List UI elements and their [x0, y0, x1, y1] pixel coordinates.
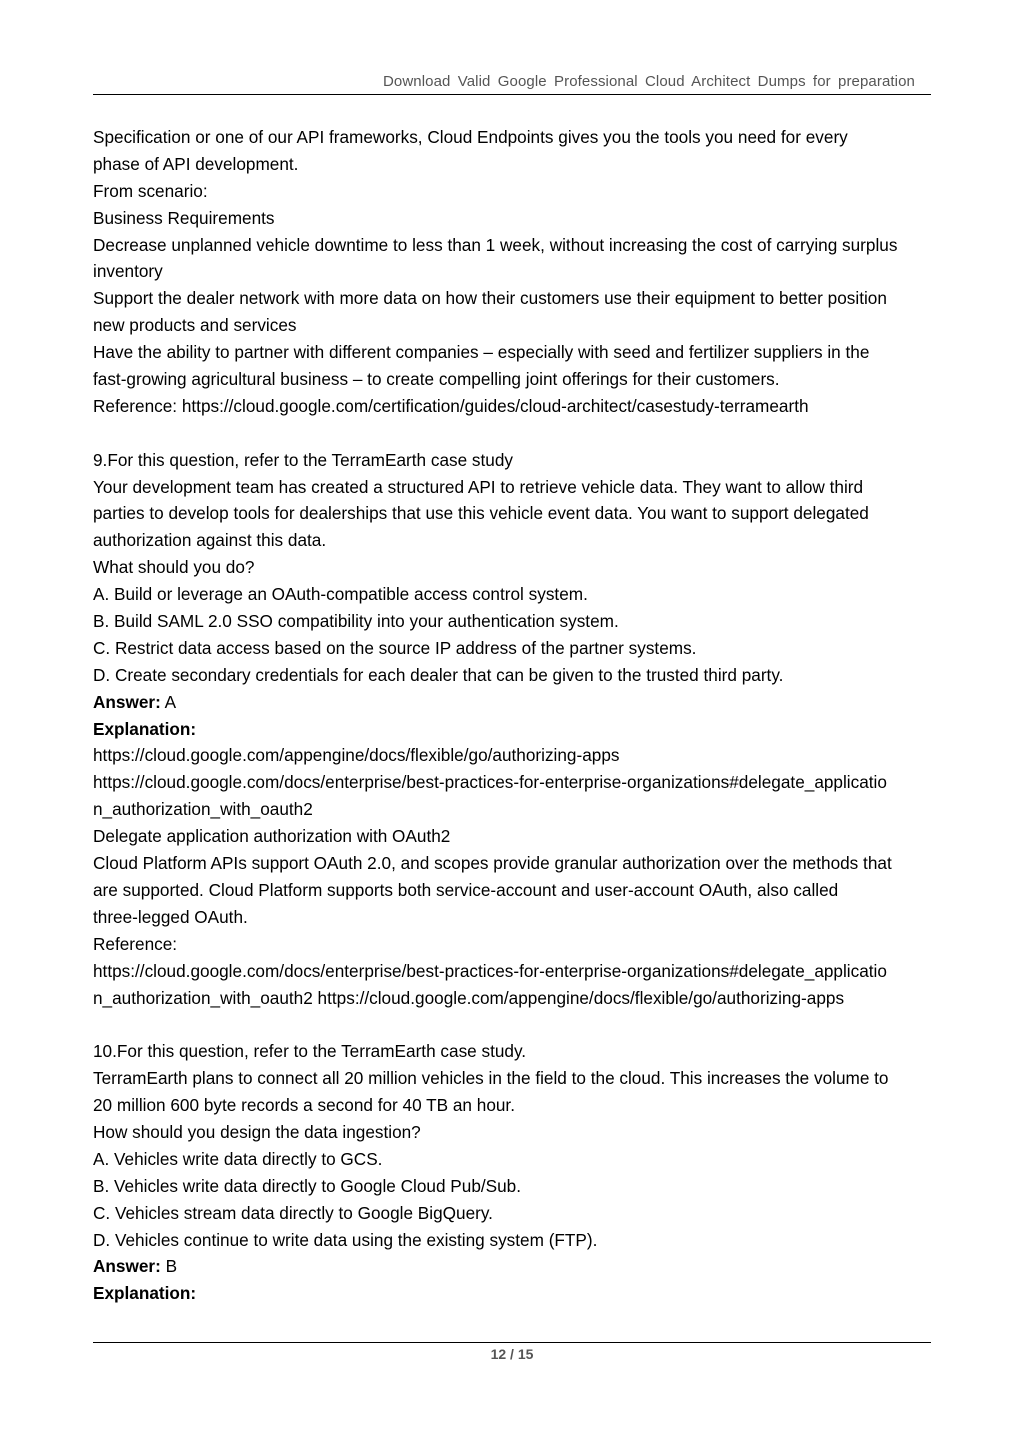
text-line: parties to develop tools for dealerships that use this vehicle event data. You want to support delegated	[93, 503, 869, 524]
page-number: 12 / 15	[490, 1346, 534, 1362]
question-10-explanation-label: Explanation:	[93, 1283, 197, 1304]
text-line: 20 million 600 byte records a second for 40 TB an hour.	[93, 1095, 515, 1116]
footer-divider	[93, 1342, 931, 1343]
answer-label: Answer:	[93, 1256, 161, 1277]
text-line: https://cloud.google.com/docs/enterprise/best-practices-for-enterprise-organizations#delegate_applicatio	[93, 772, 887, 793]
page-header	[93, 70, 931, 95]
text-line: https://cloud.google.com/docs/enterprise/best-practices-for-enterprise-organizations#delegate_applicatio	[93, 960, 887, 981]
header-title: Download Valid Google Professional Cloud Architect Dumps for preparation	[382, 73, 915, 90]
text-line: A. Build or leverage an OAuth-compatible access control system.	[93, 584, 588, 605]
question-9-explanation	[93, 742, 943, 1011]
text-line: Your development team has created a structured API to retrieve vehicle data. They want to allow third	[93, 476, 864, 497]
document-body	[93, 124, 943, 1307]
text-line: TerramEarth plans to connect all 20 million vehicles in the field to the cloud. This increases the volume to	[93, 1068, 889, 1089]
text-line: A. Vehicles write data directly to GCS.	[93, 1148, 383, 1169]
text-line: D. Create secondary credentials for each dealer that can be given to the trusted third party.	[93, 664, 784, 685]
text-line: B. Build SAML 2.0 SSO compatibility into your authentication system.	[93, 611, 619, 632]
text-line: 10.For this question, refer to the TerramEarth case study.	[93, 1041, 527, 1062]
text-line: fast-growing agricultural business – to create compelling joint offerings for their customers.	[93, 369, 780, 390]
question-10-answer	[93, 1253, 943, 1280]
answer-value: A	[160, 691, 177, 712]
question-10-stem	[93, 1038, 943, 1253]
text-line: Decrease unplanned vehicle downtime to less than 1 week, without increasing the cost of carrying surplus	[93, 234, 898, 255]
spacer	[93, 1011, 943, 1038]
text-line: n_authorization_with_oauth2 https://cloud.google.com/appengine/docs/flexible/go/authorizing-apps	[93, 987, 845, 1008]
text-line: three-legged OAuth.	[93, 906, 248, 927]
text-line: are supported. Cloud Platform supports both service-account and user-account OAuth, also called	[93, 879, 839, 900]
question-9-stem	[93, 447, 943, 689]
text-line: What should you do?	[93, 557, 255, 578]
text-line: Support the dealer network with more data on how their customers use their equipment to better position	[93, 288, 887, 309]
question-9	[93, 447, 943, 1012]
text-line: B. Vehicles write data directly to Google Cloud Pub/Sub.	[93, 1175, 522, 1196]
text-line: Reference: https://cloud.google.com/certification/guides/cloud-architect/casestudy-terramearth	[93, 395, 809, 416]
text-line: inventory	[93, 261, 163, 282]
text-line: Specification or one of our API frameworks, Cloud Endpoints gives you the tools you need for every	[93, 127, 848, 147]
text-line: C. Restrict data access based on the source IP address of the partner systems.	[93, 637, 697, 658]
text-line: https://cloud.google.com/appengine/docs/flexible/go/authorizing-apps	[93, 745, 620, 766]
text-line: n_authorization_with_oauth2	[93, 799, 313, 820]
intro-section	[93, 124, 943, 420]
text-line: new products and services	[93, 315, 297, 336]
text-line: authorization against this data.	[93, 530, 327, 551]
text-line: 9.For this question, refer to the TerramEarth case study	[93, 449, 514, 470]
question-9-answer	[93, 689, 943, 716]
text-line: Cloud Platform APIs support OAuth 2.0, and scopes provide granular authorization over the methods that	[93, 853, 892, 874]
answer-value: B	[160, 1256, 178, 1277]
text-line: Reference:	[93, 933, 178, 954]
text-line: Have the ability to partner with different companies – especially with seed and fertilizer suppliers in the	[93, 342, 870, 363]
text-line: From scenario:	[93, 180, 208, 201]
text-line: Business Requirements	[93, 207, 275, 228]
answer-label: Answer:	[93, 691, 161, 712]
question-9-explanation-label: Explanation:	[93, 718, 197, 739]
text-line: phase of API development.	[93, 153, 299, 174]
question-10	[93, 1038, 943, 1307]
text-line: C. Vehicles stream data directly to Google BigQuery.	[93, 1202, 493, 1223]
spacer	[93, 420, 943, 447]
text-line: Delegate application authorization with OAuth2	[93, 826, 451, 847]
text-line: D. Vehicles continue to write data using the existing system (FTP).	[93, 1229, 598, 1250]
text-line: How should you design the data ingestion?	[93, 1121, 421, 1142]
